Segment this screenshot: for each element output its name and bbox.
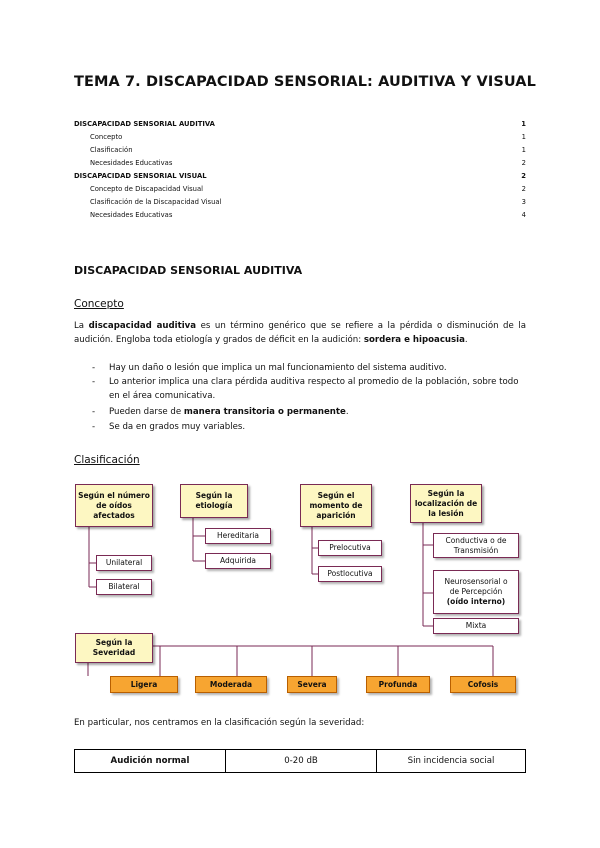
toc-entry-label: DISCAPACIDAD SENSORIAL AUDITIVA bbox=[74, 120, 215, 128]
bullet-item: - Lo anterior implica una clara pérdida auditiva respecto al promedio de la población, sobre todo en el área comunicativa. bbox=[92, 377, 519, 401]
severity-level: Profunda bbox=[366, 676, 430, 693]
toc-entry-label: Concepto bbox=[90, 133, 123, 141]
section-heading-auditiva: DISCAPACIDAD SENSORIAL AUDITIVA bbox=[74, 264, 303, 277]
toc-entry-page: 3 bbox=[521, 198, 526, 206]
toc-entry-page: 1 bbox=[521, 146, 526, 154]
severity-level: Ligera bbox=[110, 676, 178, 693]
heading-concepto: Concepto bbox=[74, 298, 124, 310]
severity-level: Moderada bbox=[195, 676, 267, 693]
term-sordera-hipoacusia: sordera e hipoacusia bbox=[363, 335, 465, 345]
document-title: TEMA 7. DISCAPACIDAD SENSORIAL: AUDITIVA Y VISUAL bbox=[74, 74, 536, 90]
category-momento-aparicion: Según el momento de aparición bbox=[300, 484, 372, 527]
toc-entry-label: Clasificación de la Discapacidad Visual bbox=[90, 198, 222, 206]
severity-table bbox=[74, 749, 526, 773]
table-cell-audicion: Audición normal bbox=[75, 750, 226, 772]
node-neurosensorial: Neurosensorial o de Percepción (oído interno) bbox=[433, 570, 519, 614]
toc-entry-page: 1 bbox=[521, 133, 526, 141]
term-discapacidad-auditiva: discapacidad auditiva bbox=[88, 321, 197, 331]
toc-entry-label: Necesidades Educativas bbox=[90, 159, 173, 167]
table-cell-incidencia: Sin incidencia social bbox=[407, 756, 495, 766]
category-numero-oidos: Según el número de oídos afectados bbox=[75, 484, 153, 527]
node-prelocutiva: Prelocutiva bbox=[318, 540, 382, 556]
node-adquirida: Adquirida bbox=[205, 553, 271, 569]
severity-level: Severa bbox=[287, 676, 337, 693]
category-severidad: Según la Severidad bbox=[75, 633, 153, 663]
node-postlocutiva: Postlocutiva bbox=[318, 566, 382, 582]
category-localizacion: Según la localización de la lesión bbox=[410, 484, 482, 523]
node-unilateral: Unilateral bbox=[96, 555, 152, 571]
toc-entry-page: 2 bbox=[521, 185, 526, 193]
toc-entry-label: DISCAPACIDAD SENSORIAL VISUAL bbox=[74, 172, 207, 180]
concepto-paragraph: La discapacidad auditiva es un término genérico que se refiere a la pérdida o disminución de la audición. Engloba toda etiología y grados de déficit en la audición: sordera e hipoacusia. bbox=[74, 321, 526, 345]
particular-text: En particular, nos centramos en la clasificación según la severidad: bbox=[74, 718, 365, 728]
toc-entry-page: 1 bbox=[521, 120, 526, 128]
category-etiologia: Según la etiología bbox=[180, 484, 248, 518]
node-bilateral: Bilateral bbox=[96, 579, 152, 595]
toc-entry-label: Necesidades Educativas bbox=[90, 211, 173, 219]
heading-clasificacion: Clasificación bbox=[74, 454, 140, 466]
toc-entry-label: Clasificación bbox=[90, 146, 133, 154]
toc-entry-page: 2 bbox=[521, 172, 526, 180]
toc-entry-page: 4 bbox=[521, 211, 526, 219]
severity-level: Cofosis bbox=[450, 676, 516, 693]
toc-entry-label: Concepto de Discapacidad Visual bbox=[90, 185, 204, 193]
toc-entry-page: 2 bbox=[521, 159, 526, 167]
node-hereditaria: Hereditaria bbox=[205, 528, 271, 544]
node-conductiva: Conductiva o de Transmisión bbox=[433, 533, 519, 558]
table-cell-db: 0-20 dB bbox=[226, 750, 377, 772]
node-mixta: Mixta bbox=[433, 618, 519, 634]
